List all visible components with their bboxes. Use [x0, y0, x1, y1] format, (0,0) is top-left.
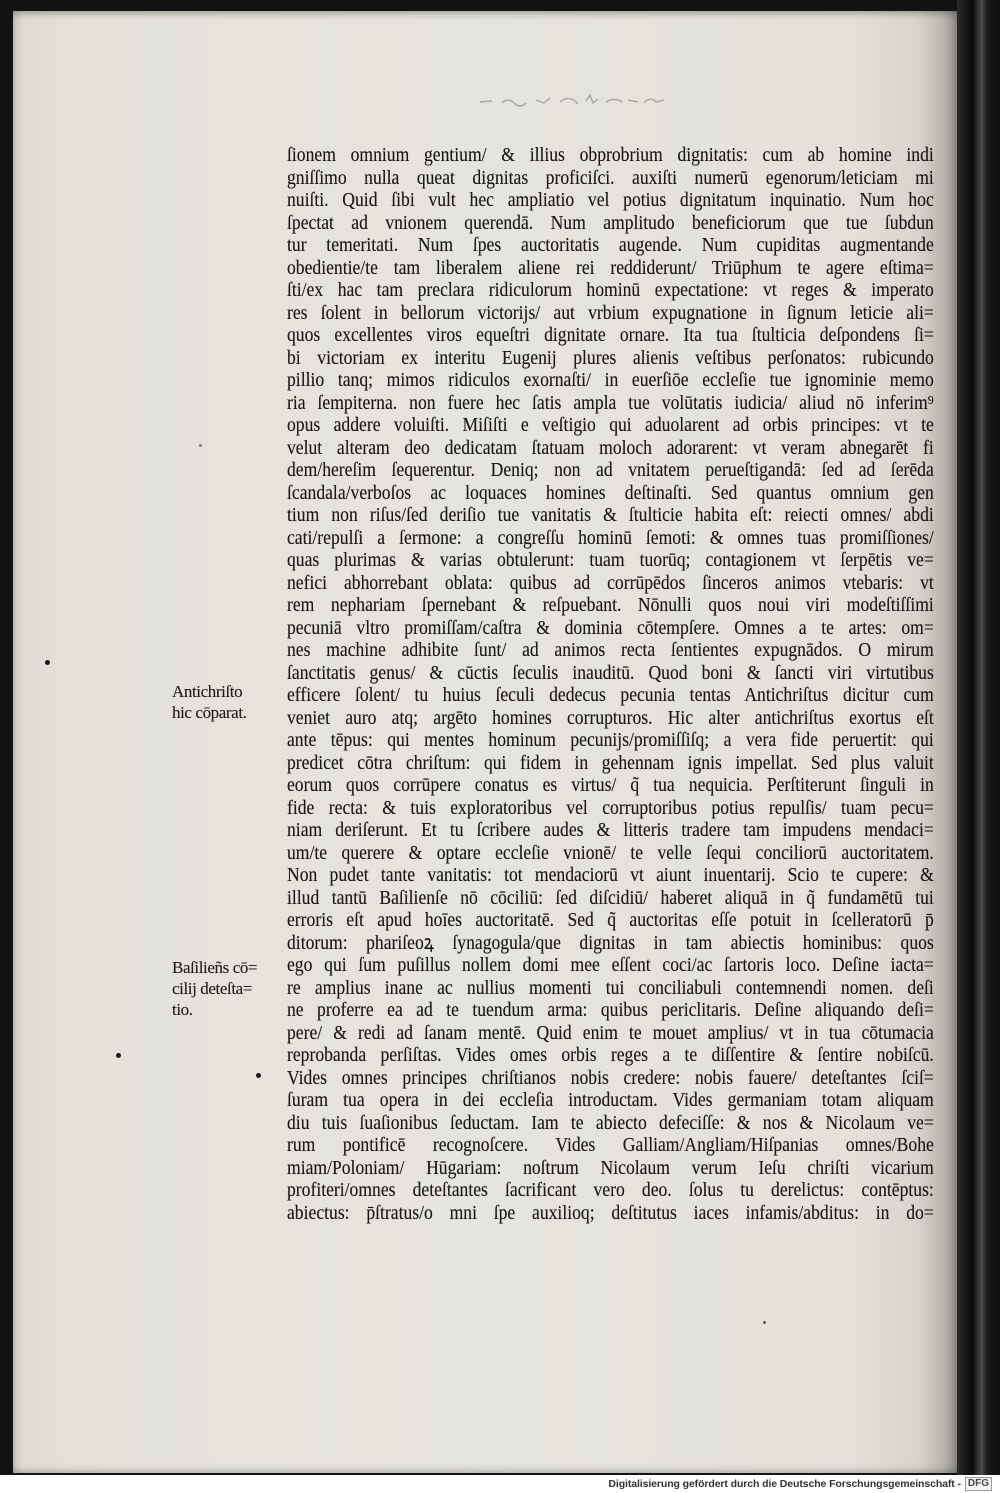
text-line: Vides omnes principes chriſtianos nobis credere: nobis fauere/ deteſtantes ſciſ= — [287, 1066, 934, 1089]
text-line: ego qui ſum puſillus nollem domi mee eſſent coci/ac ſartoris loco. Deſine iacta= — [287, 954, 934, 976]
text-line: illud tantū Baſilienſe nō cōciliū: ſed diſcidiū/ haberet aliquā in q̃ fundamētū tui — [287, 886, 934, 909]
text-line: pillio tanq; mimos ridiculos exornaſti/ in euerſiōe eccleſie tue ignominie memo — [287, 369, 934, 391]
text-line: gniſſimo nulla queat dignitas proficiſci. auxiſti numerū egenorum/leticiam mi — [287, 166, 934, 189]
text-line: nefici abhorrebant oblata: quibus ad corrūpēdos ſinceros animos vtebaris: vt — [287, 571, 934, 594]
text-line: velut alteram deo dedicatam ſtatuam moloch adorarent: vt veram abnegarēt fi — [287, 436, 934, 459]
text-line: diu tuis ſuaſionibus ſeductam. Iam te abiecto defeciſſe: & nos & Nicolaum ve= — [287, 1111, 934, 1134]
marginal-note-line: Antichriſto — [172, 682, 243, 701]
text-line: reprobanda perſiſtas. Vides omes orbis reges a te diſſentire & ſentire nobiſcū. — [287, 1044, 934, 1066]
text-line: re amplius inane ac nullius momenti tui conciliabuli contemnendi nomen. deſi — [287, 976, 934, 999]
marginal-note-basel-council — [172, 957, 257, 1020]
text-line: ditorum: phariſeoꝝ ſynagogula/que dignitas in tam abiectis hominibus: quos — [287, 931, 934, 954]
text-line: ſuram tua opera in dei eccleſia introductam. Vides germaniam totam aliquam — [287, 1089, 934, 1111]
digitization-footer — [0, 1475, 1000, 1493]
text-line: veniet auro atq; argēto homines corrupturos. Hic alter antichriſtus exortus eſt — [287, 706, 934, 729]
ink-speck — [116, 1053, 121, 1058]
text-line: erroris eſt apud hoīes auctoritatē. Sed q̃ auctoritas eſſe potuit in ſcelleratorū p̄ — [287, 909, 934, 931]
text-line: rem nephariam ſpernebant & reſpuebant. Nōnulli quos noui viri modeſtiſſimi — [287, 594, 934, 616]
marginal-note-line: Baſilieñs cō= — [172, 958, 258, 977]
ink-speck — [763, 1321, 766, 1324]
binding-edge — [957, 0, 1000, 1475]
text-line: ſpectat ad vnionem querendā. Num amplitudo beneficiorum que tue ſubdun — [287, 211, 934, 234]
text-line: efficere ſolent/ tu huius ſeculi dedecus pecunia tentas Antichriſtus dicitur cum — [287, 684, 934, 706]
text-line: profiteri/omnes deteſtantes ſacrificant vero deo. ſolus tu derelictus: contēptus: — [287, 1179, 934, 1201]
ink-speck — [199, 444, 202, 447]
text-line: miam/Poloniam/ Hūgariam: noſtrum Nicolaum verum Ieſu chriſti vicarium — [287, 1156, 934, 1179]
marginal-note-line: tio. — [172, 1000, 193, 1019]
text-line: quos excellentes viros equeſtri dignitate ornare. Ita tua ſtulticia deſpondens ſi= — [287, 324, 934, 346]
text-line: res ſolent in bellorum victorijs/ aut vrbium expugnatione in ſignum leticie ali= — [287, 301, 934, 324]
text-line: obedientie/te tam liberalem aliene rei reddiderunt/ Triūphum te agere eſtima= — [287, 256, 934, 279]
text-line: ne proferre ea ad te tuendum arma: quibus periclitaris. Deſine aliquando deſi= — [287, 999, 934, 1021]
footer-credit: Digitalisierung gefördert durch die Deutsche Forschungsgemeinschaft - — [608, 1478, 961, 1490]
ink-speck — [256, 1073, 261, 1078]
text-line: nuiſti. Quid ſibi vult hec ampliatio vel potius dignitatum inquinatio. Num hoc — [287, 189, 934, 211]
text-line: Non pudet tante vanitatis: tot mendaciorū vt aiunt inuentarij. Scio te cupere: & — [287, 864, 934, 886]
text-line: nes machine adhibite ſunt/ ad animos recta ſentientes expugnādos. O mirum — [287, 639, 934, 661]
text-line: pecuniā vltro promiſſam/caſtra & dominia cōtempſere. Omnes a te artes: om= — [287, 616, 934, 639]
text-line: ria ſempiterna. non fuere hec ſatis ampla tue volūtatis iudicia/ aliud nō inferim⁹ — [287, 391, 934, 414]
text-line: dem/hereſim ſequerentur. Deniq; non ad vnitatem perueſtigandā: ſed ad ſerēda — [287, 459, 934, 481]
text-line: ſti/ex hac tam preclara ridiculorum hominū expectatione: vt reges & imperato — [287, 279, 934, 301]
marginal-note-antichrist — [172, 681, 247, 723]
text-line: um/te querere & optare eccleſie vnionē/ te velle ſequi conciliorū auctoritatem. — [287, 841, 934, 864]
ink-speck — [45, 660, 50, 665]
text-line: ſionem omnium gentium/ & illius obprobrium dignitatis: cum ab homine indi — [287, 144, 934, 166]
main-text-block — [287, 144, 935, 1224]
text-line: pere/ & redi ad ſanam mentē. Quid enim te mouet amplius/ vt in tua cōtumacia — [287, 1021, 934, 1044]
text-line: cati/repulſi a ſermone: a congreſſu hominū ſemoti: & omnes tuas promiſſiones/ — [287, 526, 934, 549]
text-line: tur temeritati. Num ſpes auctoritatis augende. Num cupiditas augmentande — [287, 234, 934, 256]
marginal-note-line: hic cōparat. — [172, 703, 247, 722]
text-line: bi victoriam ex interitu Eugenij plures alienis veſtibus perſonatos: rubicundo — [287, 346, 934, 369]
text-line: ſcandala/verboſos ac loquaces homines deſtinaſti. Sed quantus omnium gen — [287, 481, 934, 504]
text-line: predicet cōtra chriſtum: qui fidem in gehennam ignis impellat. Sed plus valuit — [287, 751, 934, 774]
text-line: niam deriſerunt. Et tu ſcribere audes & litteris tradere tam impudens mendaci= — [287, 819, 934, 841]
text-line: abiectus: p̄ſtratus/o mni ſpe auxilioq; deſtitutus iaces infamis/abditus: in do= — [287, 1201, 934, 1224]
text-line: rum pontificē recognoſcere. Vides Galliam/Angliam/Hiſpanias omnes/Bohe — [287, 1134, 934, 1156]
text-line: opus addere voluiſti. Miſiſti e veſtigio qui aduolarent ad orbis principes: vt te — [287, 414, 934, 436]
text-line: ante tēpus: qui mentes hominum pecunijs/promiſſiſq; a vera fide peruertit: qui — [287, 729, 934, 751]
faint-bleedthrough-marks — [478, 88, 668, 110]
text-line: ſanctitatis genus/ & cūctis ſeculis inauditū. Quod boni & ſancti viri virtutibus — [287, 661, 934, 684]
text-line: eorum quos corrūpere conatus es virtus/ q̃ tua nequicia. Perſtiterunt ſinguli in — [287, 774, 934, 796]
text-line: tium non riſus/ſed deriſio tue vanitatis & ſtulticie habita eſt: reiecti omnes/ abdi — [287, 504, 934, 526]
dfg-logo: DFG — [965, 1477, 992, 1491]
text-line: fide recta: & tuis exploratoribus vel corruptoribus potius repulſis/ tuam pecu= — [287, 796, 934, 819]
marginal-note-line: cilij deteſta= — [172, 979, 252, 998]
text-line: quas plurimas & varias obtulerunt: tuam tuorūq; contagionem vt ſerpētis ve= — [287, 549, 934, 571]
